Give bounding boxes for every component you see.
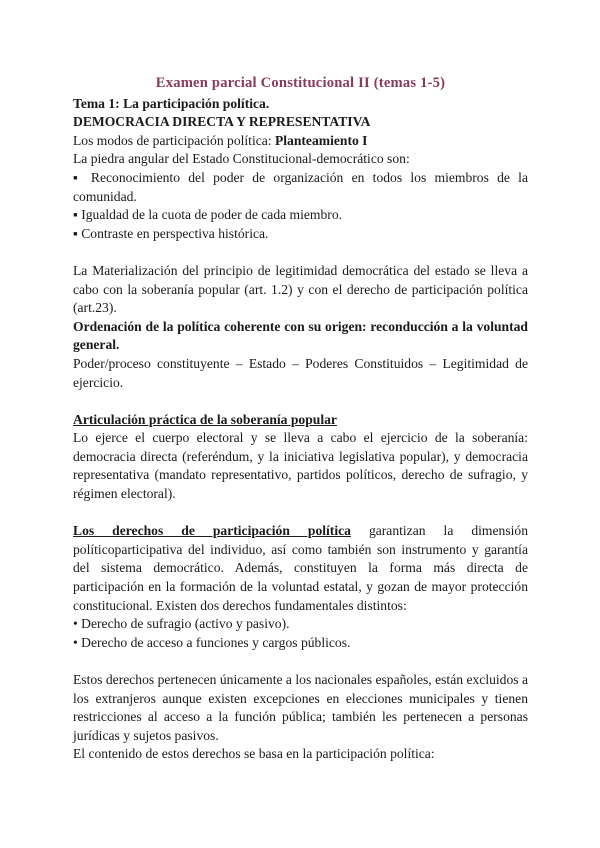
bullet-item: ▪ Contraste en perspectiva histórica. <box>73 225 269 241</box>
bullet-item: • Derecho de sufragio (activo y pasivo). <box>73 616 290 632</box>
modos-prefix: Los modos de participación política: <box>73 132 275 148</box>
contenido-line: El contenido de estos derechos se basa en la participación política: <box>73 746 435 762</box>
ordenacion-heading: Ordenación de la política coherente con su origen: reconducción a la voluntad general. <box>73 318 528 353</box>
bullet-item: ▪ Reconocimiento del poder de organización en todos los miembros de la comunidad. <box>73 169 528 204</box>
materializacion-paragraph: La Materialización del principio de legitimidad democrática del estado se lleva a cabo con la soberanía popular (art. 1.2) y con el derecho de participación política (art.23). <box>73 262 528 316</box>
section-heading: DEMOCRACIA DIRECTA Y REPRESENTATIVA <box>73 114 371 130</box>
modos-line <box>73 132 528 151</box>
bullet-item: • Derecho de acceso a funciones y cargos públicos. <box>73 634 351 650</box>
document-body <box>73 74 528 764</box>
poder-paragraph: Poder/proceso constituyente – Estado – Poderes Constituidos – Legitimidad de ejercicio. <box>73 355 528 390</box>
document-title: Examen parcial Constitucional II (temas 1-5) <box>155 75 446 91</box>
derechos-text: garantizan la dimensión políticoparticipativa del individuo, así como también son instrumento y garantía del sistema democrático. Además, constituyen la forma más directa de participación en la formación de la voluntad estatal, y gozan de mayor protección constitucional. Existen dos derechos fundamentales distintos: <box>73 523 529 613</box>
tema-heading: Tema 1: La participación política. <box>73 95 270 111</box>
articulacion-paragraph: Lo ejerce el cuerpo electoral y se lleva a cabo el ejercicio de la soberanía: democracia directa (referéndum, y la iniciativa legislativa popular), y democracia representativa (mandato representativo, partidos políticos, derecho de sufragio, y régimen electoral). <box>73 430 528 502</box>
derechos-heading: Los derechos de participación política <box>73 523 351 539</box>
modos-bold: Planteamiento I <box>274 132 368 148</box>
derechos-paragraph <box>73 522 528 615</box>
bullet-item: ▪ Igualdad de la cuota de poder de cada miembro. <box>73 207 343 223</box>
articulacion-heading: Articulación práctica de la soberanía popular <box>73 411 337 427</box>
estos-paragraph: Estos derechos pertenecen únicamente a los nacionales españoles, están excluidos a los extranjeros aunque existen excepciones en elecciones municipales y tienen restricciones al acceso a la función pública; también les pertenecen a personas jurídicas y sujetos pasivos. <box>73 672 528 743</box>
piedra-line: La piedra angular del Estado Constitucional-democrático son: <box>73 151 410 167</box>
